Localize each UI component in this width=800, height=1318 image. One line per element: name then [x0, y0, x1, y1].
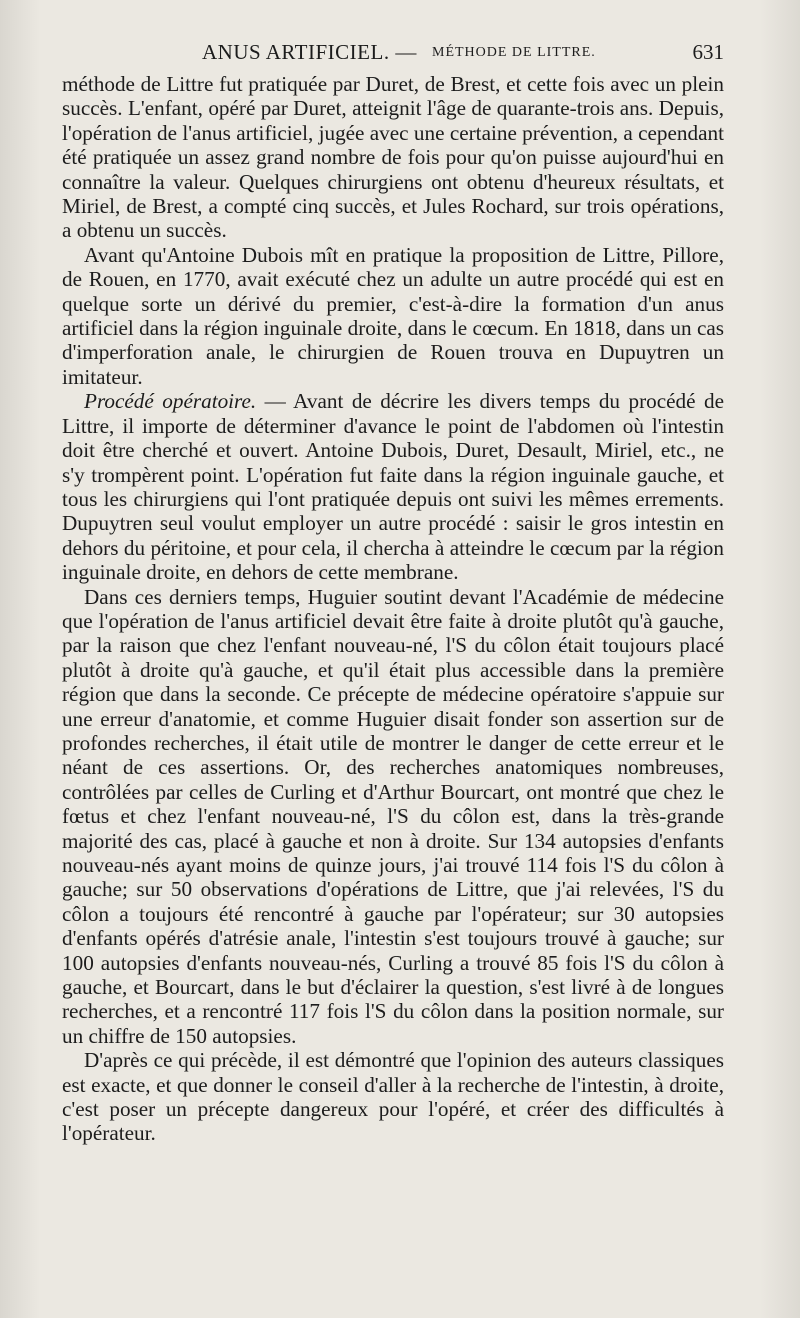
paragraph — [62, 1048, 724, 1146]
paragraph-continued — [62, 72, 724, 243]
paragraph-text: Dans ces derniers temps, Huguier soutint devant l'Académie de médecine que l'opération de l'anus artificiel devait être faite à droite plutôt qu'à gauche, par la raison que chez l'enfant nouveau-né, l'S du côlon était toujours placé plutôt à droite qu'à gauche, et qu'il était plus accessible dans la première région que dans la seconde. Ce précepte de médecine opératoire s'appuie sur une erreur d'anatomie, et comme Huguier disait fonder son assertion sur de profondes recherches, il était utile de montrer le danger de cette erreur et le néant de ces assertions. Or, des recherches anatomiques nombreuses, contrôlées par celles de Curling et d'Arthur Bourcart, ont montré que chez le fœtus et chez l'enfant nouveau-né, l'S du côlon est, dans la très-grande majorité des cas, placé à gauche et non à droite. Sur 134 autopsies d'enfants nouveau-nés ayant moins de quinze jours, j'ai trouvé 114 fois l'S du côlon à gauche; sur 50 observations d'opérations de Littre, que j'ai relevées, l'S du côlon a toujours été rencontré à gauche par l'opérateur; sur 30 autopsies d'enfants opérés d'atrésie anale, l'intestin s'est toujours trouvé à gauche; sur 100 autopsies d'enfants nouveau-nés, Curling a trouvé 85 fois l'S du côlon à gauche, et Bourcart, dans le but d'éclairer la question, s'est livré à de longues recherches, et a rencontré 117 fois l'S du côlon dans la position normale, sur un chiffre de 150 autopsies. — [62, 584, 724, 1048]
paragraph-text: Avant qu'Antoine Dubois mît en pratique la proposition de Littre, Pillore, de Rouen, en 1770, avait exécuté chez un adulte un autre procédé qui est en quelque sorte un dérivé du premier, c'est-à-dire la formation d'un anus artificiel dans la région inguinale droite, dans le cœcum. En 1818, dans un cas d'imperforation anale, le chirurgien de Rouen trouva en Dupuytren un imitateur. — [62, 242, 724, 389]
paragraph-text: D'après ce qui précède, il est démontré que l'opinion des auteurs classiques est exacte, et que donner le conseil d'aller à la recherche de l'intestin, à droite, c'est poser un précepte dangereux pour l'opéré, et créer des difficultés à l'opérateur. — [62, 1048, 724, 1146]
running-head-subtitle: MÉTHODE DE LITTRE. — [432, 45, 596, 60]
page-number: 631 — [692, 40, 724, 64]
section-lead-italic: Procédé opératoire. — [84, 389, 257, 414]
paragraph-text: — Avant de décrire les divers temps du procédé de Littre, il importe de déterminer d'avance le point de l'abdomen où l'intestin doit être cherché et ouvert. Antoine Dubois, Duret, Desault, Miriel, etc., ne s'y trompèrent point. L'opération fut faite dans la région inguinale gauche, et tous les chirurgiens qui l'ont pratiquée depuis ont suivi les mêmes errements. Dupuytren seul voulut employer un autre procédé : saisir le gros intestin en dehors du péritoine, et pour cela, il chercha à atteindre le cœcum par la région inguinale droite, en dehors de cette membrane. — [62, 389, 724, 585]
paragraph-procede-operatoire — [62, 389, 724, 584]
running-head — [62, 40, 724, 70]
paragraph — [62, 243, 724, 389]
paragraph — [62, 585, 724, 1049]
running-head-title: ANUS ARTIFICIEL. — — [202, 40, 417, 64]
paragraph-text: méthode de Littre fut pratiquée par Duret, de Brest, et cette fois avec un plein succès. L'enfant, opéré par Duret, atteignit l'âge de quarante-trois ans. Depuis, l'opération de l'anus artificiel, jugée avec une certaine prévention, a cependant été pratiquée un assez grand nombre de fois pour qu'on puisse aujourd'hui en connaître la valeur. Quelques chirurgiens ont obtenu d'heureux résultats, et Miriel, de Brest, a compté cinq succès, et Jules Rochard, sur trois opérations, a obtenu un succès. — [62, 72, 724, 243]
body-text — [62, 72, 724, 1146]
